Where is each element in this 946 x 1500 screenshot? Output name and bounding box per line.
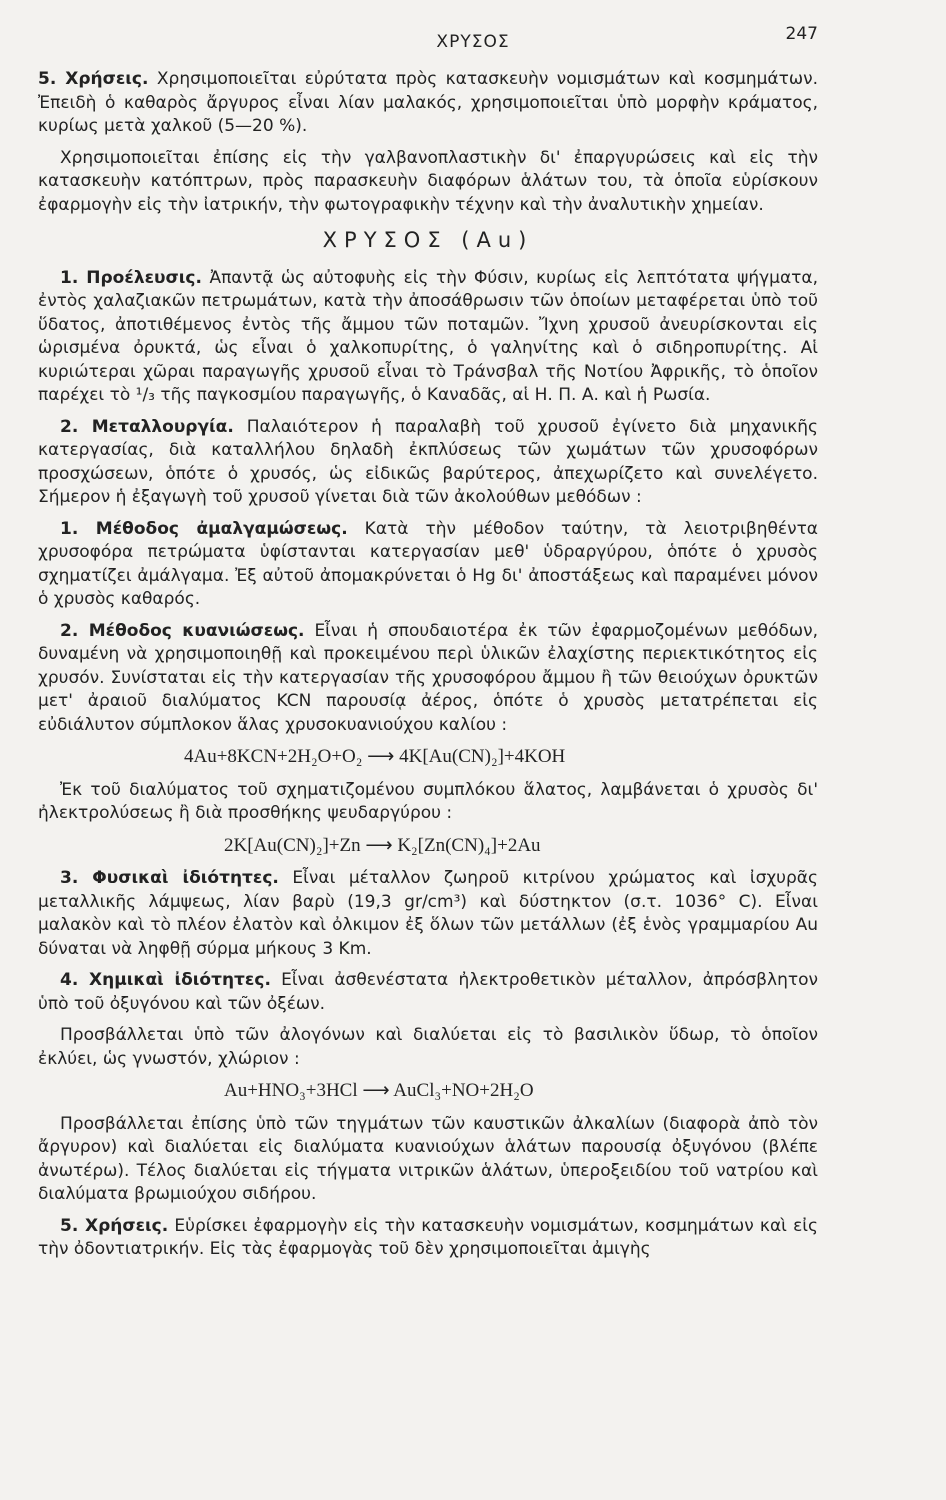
chemical-properties-paragraph-2: Προσβάλλεται ὑπὸ τῶν ἀλογόνων καὶ διαλύεται εἰς τὸ βασιλικὸν ὕδωρ, τὸ ὁποῖον ἐκλύει, ὡς γνωστόν, χλώριον : bbox=[38, 1025, 818, 1069]
method2-label: 2. Μέθοδος κυανιώσεως. bbox=[60, 620, 305, 641]
gold-origin-text: Ἀπαντᾷ ὡς αὐτοφυὴς εἰς τὴν Φύσιν, κυρίως εἰς λεπτότατα ψήγματα, ἐντὸς χαλαζιακῶν πετρωμάτων, κατὰ τὴν ἀποσάθρωσιν τῶν ὁποίων μεταφέρεται ὑπὸ τοῦ ὕδατος, ἀποτιθέμενος ἐντὸς τῆς ἄμμου τῶν ποταμῶν. Ἴχνη χρυσοῦ ἀνευρίσκονται εἰς ὡρισμένα ὀρυκτά, ὡς εἶναι ὁ χαλκοπυρίτης, ὁ γαληνίτης καὶ ὁ σιδηροπυρίτης. Αἱ κυριώτεραι χῶραι παραγωγῆς χρυσοῦ εἶναι τὸ Τράνσβαλ τῆς Νοτίου Ἀφρικῆς, τὸ ὁποῖον παρέχει τὸ ¹/₃ τῆς παγκοσμίου παραγωγῆς, ὁ Καναδᾶς, αἱ Η. Π. Α. καὶ ἡ Ρωσία. bbox=[38, 267, 819, 405]
chemical-properties-paragraph-3: Προσβάλλεται ἐπίσης ὑπὸ τῶν τηγμάτων τῶν καυστικῶν ἀλκαλίων (διαφορὰ ἀπὸ τὸν ἄργυρον) καὶ διαλύεται εἰς διαλύματα κυανιούχων ἁλάτων παρουσίᾳ ὀξυγόνου (βλέπε ἀνωτέρω). Τέλος διαλύεται εἰς τήγματα νιτρικῶν ἁλάτων, ὑπεροξειδίου τοῦ νατρίου καὶ διαλύματα βρωμιούχου σιδήρου. bbox=[38, 1113, 818, 1204]
page-content bbox=[38, 68, 818, 1270]
gold-metallurgy-paragraph bbox=[38, 416, 818, 510]
gold-origin-label: 1. Προέλευσις. bbox=[60, 267, 202, 288]
silver-uses-paragraph bbox=[38, 68, 818, 139]
running-title: ΧΡΥΣΟΣ bbox=[436, 32, 510, 52]
physical-properties-paragraph bbox=[38, 867, 818, 961]
gold-section-title: ΧΡΥΣΟΣ (Au) bbox=[322, 228, 534, 252]
method1-label: 1. Μέθοδος ἀμαλγαμώσεως. bbox=[60, 518, 348, 539]
gold-metallurgy-text: Παλαιότερον ἡ παραλαβὴ τοῦ χρυσοῦ ἐγίνετο διὰ μηχανικῆς κατεργασίας, διὰ καταλλήλου δηλαδὴ ἐκπλύσεως τῶν χωμάτων τῶν χρυσοφόρων προσχώσεων, ὁπότε ὁ χρυσός, ὡς εἰδικῶς βαρύτερος, ἀπεχωρίζετο καὶ συνελέγετο. Σήμερον ἡ ἐξαγωγὴ τοῦ χρυσοῦ γίνεται διὰ τῶν ἀκολούθων μεθόδων : bbox=[38, 416, 818, 507]
gold-metallurgy-label: 2. Μεταλλουργία. bbox=[60, 416, 234, 437]
method2-paragraph bbox=[38, 620, 818, 738]
chemical-properties-paragraph bbox=[38, 969, 818, 1016]
gold-origin-paragraph bbox=[38, 267, 818, 408]
silver-uses-label: 5. Χρήσεις. bbox=[38, 69, 149, 89]
equation-zinc-reduction: 2K[Au(CN)₂]+Zn ⟶ K₂[Zn(CN)₄]+2Au bbox=[224, 834, 541, 856]
page-number: 247 bbox=[785, 24, 818, 44]
silver-uses-text: Χρησιμοποιεῖται εὐρύτατα πρὸς κατασκευὴν νομισμάτων καὶ κοσμημάτων. Ἐπειδὴ ὁ καθαρὸς ἄργυρος εἶναι λίαν μαλακός, χρησιμοποιεῖται ὑπὸ μορφὴν κράματος, κυρίως μετὰ χαλκοῦ (5—20 %). bbox=[38, 69, 819, 136]
gold-uses-paragraph bbox=[38, 1215, 818, 1262]
chemical-properties-text: Εἶναι ἀσθενέστατα ἠλεκτροθετικὸν μέταλλον, ἀπρόσβλητον ὑπὸ τοῦ ὀξυγόνου καὶ τῶν ὀξέων. bbox=[38, 970, 818, 1014]
method2-paragraph-2: Ἐκ τοῦ διαλύματος τοῦ σχηματιζομένου συμπλόκου ἅλατος, λαμβάνεται ὁ χρυσὸς δι' ἠλεκτρολύσεως ἢ διὰ προσθήκης ψευδαργύρου : bbox=[38, 779, 818, 823]
silver-uses-paragraph-2: Χρησιμοποιεῖται ἐπίσης εἰς τὴν γαλβανοπλαστικὴν δι' ἐπαργυρώσεις καὶ εἰς τὴν κατασκευὴν κατόπτρων, πρὸς παρασκευὴν διαφόρων ἁλάτων του, τὰ ὁποῖα εὑρίσκουν ἐφαρμογὴν εἰς τὴν ἰατρικήν, τὴν φωτογραφικὴν τέχνην καὶ τὴν ἀναλυτικὴν χημείαν. bbox=[38, 147, 818, 215]
physical-properties-text: Εἶναι μέταλλον ζωηροῦ κιτρίνου χρώματος καὶ ἰσχυρᾶς μεταλλικῆς λάμψεως, λίαν βαρὺ (19,3 gr/cm³) καὶ δύστηκτον (σ.τ. 1036° C). Εἶναι μαλακὸν καὶ τὸ πλέον ἐλατὸν καὶ ὀλκιμον ἐξ ὅλων τῶν μετάλλων (ἐξ ἑνὸς γραμμαρίου Au δύναται νὰ ληφθῇ σύρμα μήκους 3 Km. bbox=[38, 868, 818, 959]
method2-text: Εἶναι ἡ σπουδαιοτέρα ἐκ τῶν ἐφαρμοζομένων μεθόδων, δυναμένη νὰ χρησιμοποιηθῇ καὶ προκειμένου περὶ ὑλικῶν ἐλαχίστης περιεκτικότητος εἰς χρυσόν. Συνίσταται εἰς τὴν κατεργασίαν τῆς χρυσοφόρου ἄμμου ἢ τῶν θειούχων ὀρυκτῶν μετ' ἀραιοῦ διαλύματος KCN παρουσίᾳ ἀέρος, ὁπότε ὁ χρυσὸς μετατρέπεται εἰς εὐδιάλυτον σύμπλοκον ἅλας χρυσοκυανιούχου καλίου : bbox=[38, 620, 819, 735]
chemical-properties-label: 4. Χημικαὶ ἰδιότητες. bbox=[60, 970, 271, 990]
method1-text: Κατὰ τὴν μέθοδον ταύτην, τὰ λειοτριβηθέντα χρυσοφόρα πετρώματα ὑφίστανται κατεργασίαν μεθ' ὑδραργύρου, ὁπότε ὁ χρυσὸς σχηματίζει ἀμάλγαμα. Ἐξ αὐτοῦ ἀπομακρύνεται ὁ Hg δι' ἀποστάξεως καὶ παραμένει μόνον ὁ χρυσὸς καθαρός. bbox=[38, 518, 819, 609]
gold-uses-label: 5. Χρήσεις. bbox=[60, 1215, 169, 1236]
gold-uses-text: Εὑρίσκει ἐφαρμογὴν εἰς τὴν κατασκευὴν νομισμάτων, κοσμημάτων καὶ εἰς τὴν ὀδοντιατρικήν. Εἰς τὰς ἐφαρμογὰς τοῦ δὲν χρησιμοποιεῖται ἀμιγὴς bbox=[38, 1215, 818, 1259]
method1-paragraph bbox=[38, 518, 818, 612]
equation-aqua-regia: Au+HNO₃+3HCl ⟶ AuCl₃+NO+2H₂O bbox=[224, 1080, 534, 1101]
equation-cyanidation: 4Au+8KCN+2H₂O+O₂ ⟶ 4K[Au(CN)₂]+4KOH bbox=[184, 746, 566, 767]
physical-properties-label: 3. Φυσικαὶ ἰδιότητες. bbox=[60, 868, 279, 888]
